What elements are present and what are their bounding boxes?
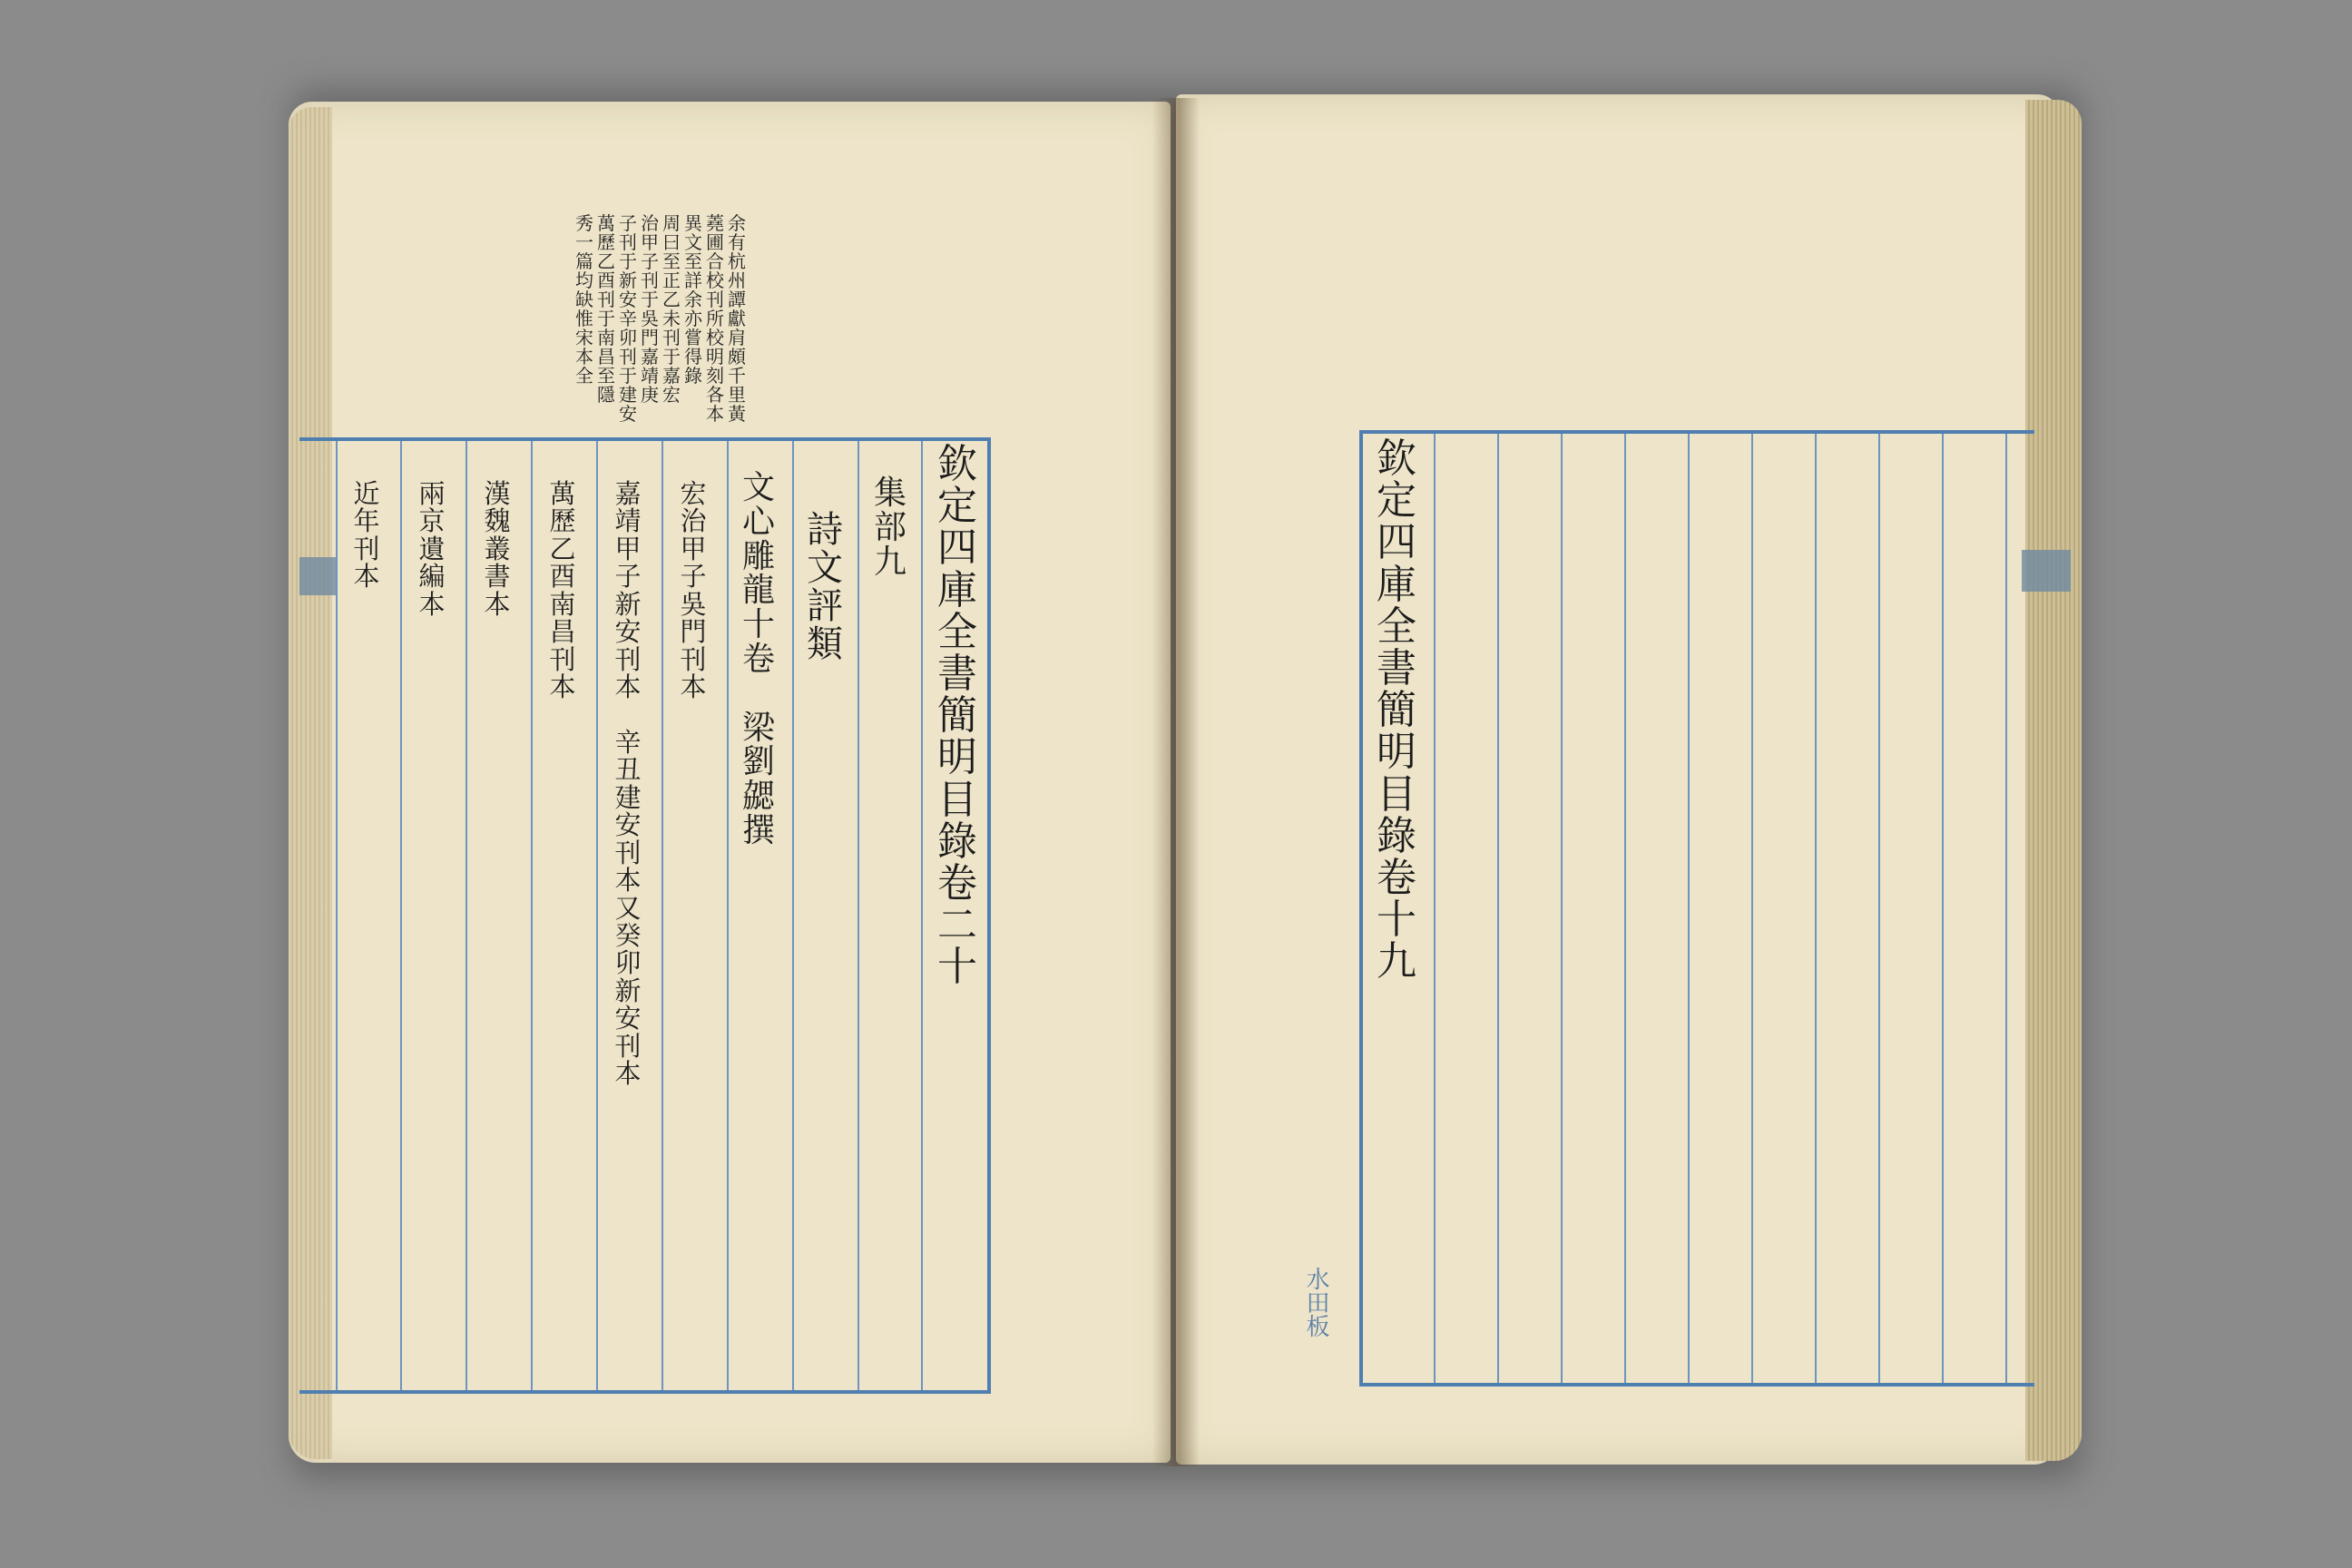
head-note-line: 蕘 圃 合 校 刊 所 校 明 刻 各 本 <box>706 212 724 425</box>
left-rule <box>727 441 729 1390</box>
section-title: 集 部 九 <box>873 475 906 581</box>
head-note-line: 子 刊 于 新 安 辛 卯 刊 于 建 安 <box>619 212 637 425</box>
right-rule <box>2005 434 2007 1383</box>
category-title: 詩 文 評 類 <box>807 509 843 665</box>
printer-seal: 水田板 <box>1302 1267 1329 1338</box>
right-rule <box>1942 434 1944 1383</box>
edition-line: 近 年 刊 本 <box>353 478 380 593</box>
right-rule <box>1624 434 1626 1383</box>
right-page-title: 欽 定 四 庫 全 書 簡 明 目 錄 卷 十 九 <box>1377 436 1416 985</box>
right-rule <box>1434 434 1436 1383</box>
edition-line: 兩 京 遺 編 本 <box>418 478 446 620</box>
left-rule <box>858 441 859 1390</box>
right-rule <box>1688 434 1690 1383</box>
right-frame <box>1359 430 2034 1387</box>
right-rule <box>1561 434 1563 1383</box>
left-rule <box>662 441 663 1390</box>
left-rule <box>466 441 467 1390</box>
left-rule <box>400 441 402 1390</box>
left-rule <box>531 441 533 1390</box>
left-rule <box>336 441 338 1390</box>
edition-line: 嘉 靖 甲 子 新 安 刊 本 辛 丑 建 安 刊 本 又 癸 卯 新 安 刊 本 <box>614 478 642 1090</box>
right-rule <box>1751 434 1753 1383</box>
left-page-title: 欽 定 四 庫 全 書 簡 明 目 錄 卷 二 十 <box>937 441 977 991</box>
head-note-line: 萬 歷 乙 酉 刊 于 南 昌 至 隱 <box>597 212 615 406</box>
left-rule <box>921 441 923 1390</box>
right-rule <box>1497 434 1499 1383</box>
head-note-line: 余 有 杭 州 譚 獻 肩 頗 千 里 黃 <box>728 212 746 425</box>
right-rule <box>1878 434 1880 1383</box>
right-rule <box>1815 434 1817 1383</box>
head-note-line: 秀 一 篇 均 缺 惟 宋 本 全 <box>575 212 593 387</box>
left-rule <box>596 441 598 1390</box>
head-note-line: 周 曰 至 正 乙 未 刊 于 嘉 宏 <box>662 212 681 406</box>
entry-title: 文 心 雕 龍 十 卷 梁 劉 勰 撰 <box>741 469 775 849</box>
left-rule <box>792 441 794 1390</box>
head-note-line: 異 文 至 詳 余 亦 嘗 得 錄 <box>684 212 702 387</box>
edition-line: 漢 魏 叢 書 本 <box>484 478 511 620</box>
book-gutter <box>1152 98 1200 1466</box>
edition-line: 宏 治 甲 子 吳 門 刊 本 <box>680 478 707 703</box>
head-note-line: 治 甲 子 刊 于 吳 門 嘉 靖 庚 <box>641 212 659 406</box>
edition-line: 萬 歷 乙 酉 南 昌 刊 本 <box>549 478 576 703</box>
